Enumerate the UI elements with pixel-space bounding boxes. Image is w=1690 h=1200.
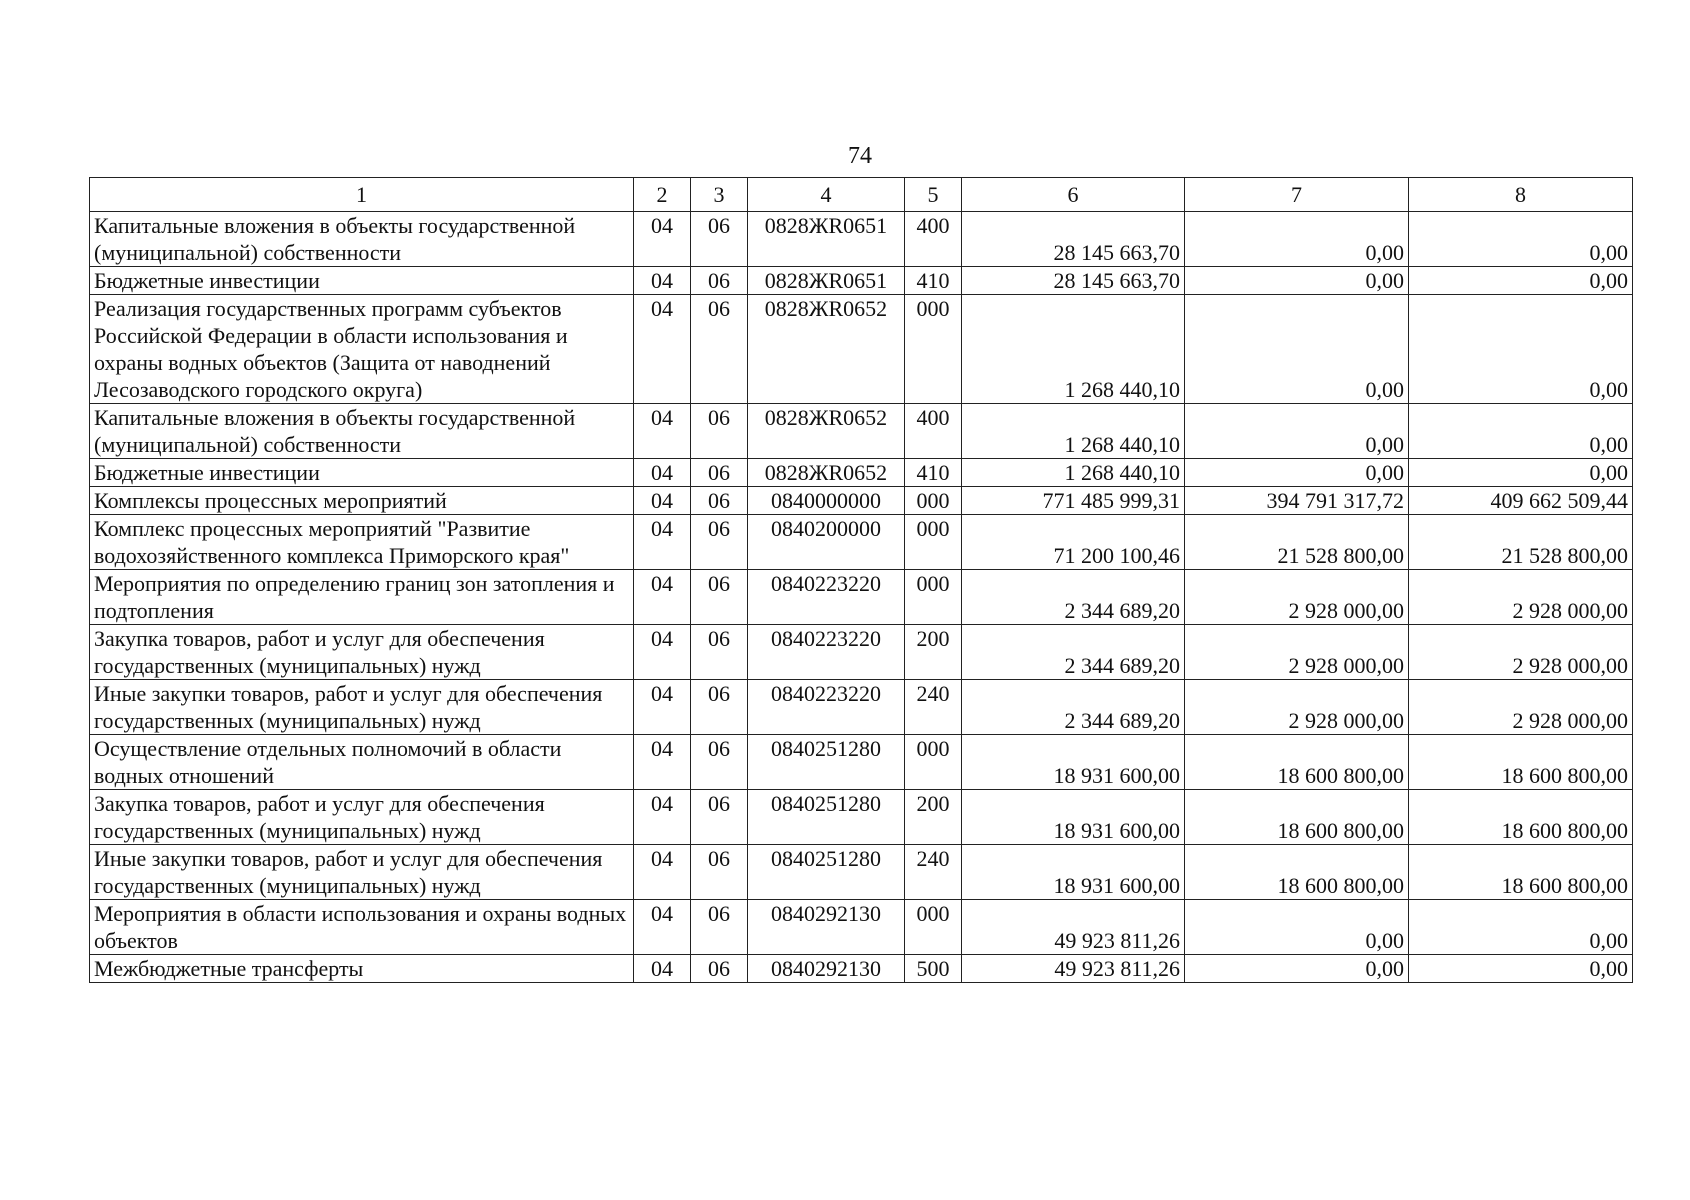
target-article-code: 0828ЖR0651 (748, 267, 905, 295)
amount-col-7: 0,00 (1185, 267, 1409, 295)
expense-type-code: 400 (905, 404, 962, 459)
section-code: 04 (634, 845, 691, 900)
target-article-code: 0828ЖR0652 (748, 295, 905, 404)
table-row (90, 487, 1633, 515)
section-code: 04 (634, 212, 691, 267)
amount-col-7: 0,00 (1185, 404, 1409, 459)
table-row (90, 625, 1633, 680)
amount-col-8: 0,00 (1409, 900, 1633, 955)
table-row (90, 845, 1633, 900)
expense-type-code: 240 (905, 845, 962, 900)
amount-col-7: 18 600 800,00 (1185, 735, 1409, 790)
target-article-code: 0840223220 (748, 570, 905, 625)
section-code: 04 (634, 735, 691, 790)
row-name: Капитальные вложения в объекты государственной (муниципальной) собственности (90, 404, 634, 459)
amount-col-6: 1 268 440,10 (962, 404, 1185, 459)
target-article-code: 0840223220 (748, 680, 905, 735)
amount-col-7: 2 928 000,00 (1185, 680, 1409, 735)
subsection-code: 06 (691, 570, 748, 625)
section-code: 04 (634, 404, 691, 459)
table-row (90, 570, 1633, 625)
amount-col-7: 18 600 800,00 (1185, 845, 1409, 900)
target-article-code: 0828ЖR0651 (748, 212, 905, 267)
column-header: 1 (90, 178, 634, 212)
column-header: 7 (1185, 178, 1409, 212)
subsection-code: 06 (691, 790, 748, 845)
column-header: 6 (962, 178, 1185, 212)
amount-col-8: 0,00 (1409, 955, 1633, 983)
expense-type-code: 200 (905, 790, 962, 845)
row-name: Мероприятия в области использования и охраны водных объектов (90, 900, 634, 955)
section-code: 04 (634, 459, 691, 487)
expense-type-code: 200 (905, 625, 962, 680)
section-code: 04 (634, 487, 691, 515)
expense-type-code: 000 (905, 570, 962, 625)
subsection-code: 06 (691, 735, 748, 790)
amount-col-6: 71 200 100,46 (962, 515, 1185, 570)
amount-col-8: 0,00 (1409, 295, 1633, 404)
amount-col-6: 771 485 999,31 (962, 487, 1185, 515)
target-article-code: 0840200000 (748, 515, 905, 570)
section-code: 04 (634, 790, 691, 845)
section-code: 04 (634, 515, 691, 570)
expense-type-code: 000 (905, 487, 962, 515)
amount-col-7: 18 600 800,00 (1185, 790, 1409, 845)
column-header: 5 (905, 178, 962, 212)
target-article-code: 0840251280 (748, 845, 905, 900)
page-number: 74 (848, 143, 872, 169)
expense-type-code: 410 (905, 459, 962, 487)
target-article-code: 0840223220 (748, 625, 905, 680)
amount-col-6: 49 923 811,26 (962, 900, 1185, 955)
target-article-code: 0828ЖR0652 (748, 404, 905, 459)
amount-col-7: 2 928 000,00 (1185, 570, 1409, 625)
subsection-code: 06 (691, 955, 748, 983)
amount-col-8: 2 928 000,00 (1409, 570, 1633, 625)
amount-col-6: 18 931 600,00 (962, 735, 1185, 790)
amount-col-8: 18 600 800,00 (1409, 790, 1633, 845)
table-row (90, 900, 1633, 955)
table-row (90, 267, 1633, 295)
amount-col-7: 394 791 317,72 (1185, 487, 1409, 515)
table-row (90, 212, 1633, 267)
column-header: 2 (634, 178, 691, 212)
subsection-code: 06 (691, 845, 748, 900)
row-name: Осуществление отдельных полномочий в области водных отношений (90, 735, 634, 790)
amount-col-8: 18 600 800,00 (1409, 735, 1633, 790)
expense-type-code: 500 (905, 955, 962, 983)
amount-col-6: 2 344 689,20 (962, 625, 1185, 680)
amount-col-8: 409 662 509,44 (1409, 487, 1633, 515)
section-code: 04 (634, 267, 691, 295)
row-name: Мероприятия по определению границ зон затопления и подтопления (90, 570, 634, 625)
target-article-code: 0840251280 (748, 790, 905, 845)
section-code: 04 (634, 295, 691, 404)
amount-col-6: 18 931 600,00 (962, 845, 1185, 900)
amount-col-6: 28 145 663,70 (962, 212, 1185, 267)
amount-col-6: 2 344 689,20 (962, 570, 1185, 625)
expense-type-code: 240 (905, 680, 962, 735)
table-row (90, 295, 1633, 404)
target-article-code: 0840292130 (748, 955, 905, 983)
amount-col-6: 28 145 663,70 (962, 267, 1185, 295)
row-name: Бюджетные инвестиции (90, 267, 634, 295)
amount-col-6: 49 923 811,26 (962, 955, 1185, 983)
budget-table (89, 177, 1633, 983)
amount-col-6: 18 931 600,00 (962, 790, 1185, 845)
row-name: Капитальные вложения в объекты государственной (муниципальной) собственности (90, 212, 634, 267)
subsection-code: 06 (691, 515, 748, 570)
amount-col-8: 2 928 000,00 (1409, 680, 1633, 735)
table-row (90, 459, 1633, 487)
table-row (90, 790, 1633, 845)
target-article-code: 0840251280 (748, 735, 905, 790)
expense-type-code: 000 (905, 515, 962, 570)
amount-col-8: 0,00 (1409, 459, 1633, 487)
amount-col-6: 1 268 440,10 (962, 459, 1185, 487)
section-code: 04 (634, 570, 691, 625)
subsection-code: 06 (691, 625, 748, 680)
amount-col-8: 18 600 800,00 (1409, 845, 1633, 900)
target-article-code: 0840292130 (748, 900, 905, 955)
amount-col-6: 1 268 440,10 (962, 295, 1185, 404)
amount-col-7: 2 928 000,00 (1185, 625, 1409, 680)
row-name: Закупка товаров, работ и услуг для обеспечения государственных (муниципальных) нужд (90, 790, 634, 845)
section-code: 04 (634, 955, 691, 983)
amount-col-8: 0,00 (1409, 404, 1633, 459)
column-header: 3 (691, 178, 748, 212)
expense-type-code: 410 (905, 267, 962, 295)
expense-type-code: 000 (905, 900, 962, 955)
amount-col-6: 2 344 689,20 (962, 680, 1185, 735)
column-header: 4 (748, 178, 905, 212)
section-code: 04 (634, 680, 691, 735)
amount-col-7: 0,00 (1185, 212, 1409, 267)
table-row (90, 955, 1633, 983)
table-row (90, 404, 1633, 459)
table-row (90, 515, 1633, 570)
amount-col-7: 0,00 (1185, 295, 1409, 404)
amount-col-7: 0,00 (1185, 459, 1409, 487)
amount-col-7: 21 528 800,00 (1185, 515, 1409, 570)
expense-type-code: 000 (905, 735, 962, 790)
table-row (90, 680, 1633, 735)
column-header: 8 (1409, 178, 1633, 212)
subsection-code: 06 (691, 459, 748, 487)
table-row (90, 735, 1633, 790)
amount-col-8: 0,00 (1409, 267, 1633, 295)
target-article-code: 0828ЖR0652 (748, 459, 905, 487)
amount-col-8: 2 928 000,00 (1409, 625, 1633, 680)
subsection-code: 06 (691, 295, 748, 404)
row-name: Иные закупки товаров, работ и услуг для обеспечения государственных (муниципальных) нужд (90, 680, 634, 735)
subsection-code: 06 (691, 680, 748, 735)
amount-col-8: 0,00 (1409, 212, 1633, 267)
row-name: Межбюджетные трансферты (90, 955, 634, 983)
subsection-code: 06 (691, 900, 748, 955)
subsection-code: 06 (691, 404, 748, 459)
subsection-code: 06 (691, 267, 748, 295)
subsection-code: 06 (691, 212, 748, 267)
section-code: 04 (634, 625, 691, 680)
section-code: 04 (634, 900, 691, 955)
header-row (90, 178, 1633, 212)
row-name: Комплекс процессных мероприятий "Развитие водохозяйственного комплекса Приморского края" (90, 515, 634, 570)
amount-col-7: 0,00 (1185, 955, 1409, 983)
target-article-code: 0840000000 (748, 487, 905, 515)
expense-type-code: 000 (905, 295, 962, 404)
row-name: Закупка товаров, работ и услуг для обеспечения государственных (муниципальных) нужд (90, 625, 634, 680)
row-name: Реализация государственных программ субъектов Российской Федерации в области использования и охраны водных объектов (Защита от наводнений Лесозаводского городского округа) (90, 295, 634, 404)
row-name: Бюджетные инвестиции (90, 459, 634, 487)
amount-col-7: 0,00 (1185, 900, 1409, 955)
expense-type-code: 400 (905, 212, 962, 267)
row-name: Комплексы процессных мероприятий (90, 487, 634, 515)
row-name: Иные закупки товаров, работ и услуг для обеспечения государственных (муниципальных) нужд (90, 845, 634, 900)
subsection-code: 06 (691, 487, 748, 515)
amount-col-8: 21 528 800,00 (1409, 515, 1633, 570)
